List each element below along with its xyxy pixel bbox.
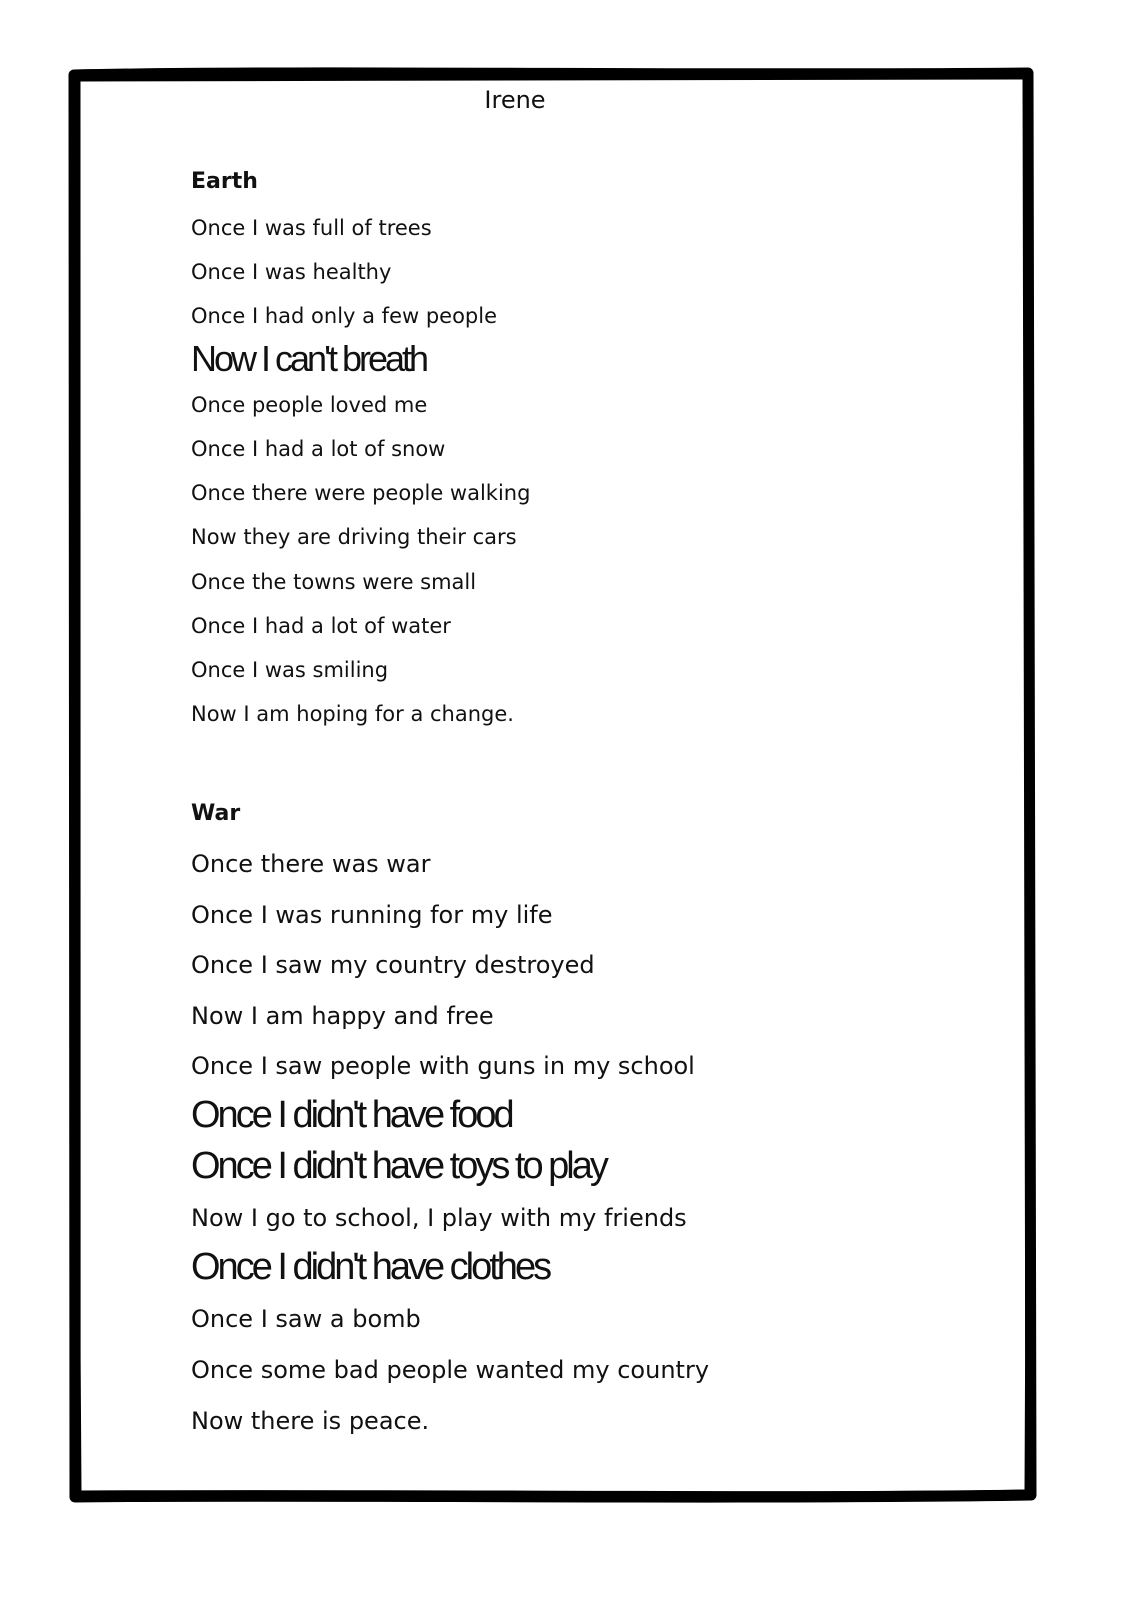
poem-war xyxy=(191,800,709,1455)
poem-line: Once I saw my country destroyed xyxy=(191,951,595,980)
poem-line: Now I am happy and free xyxy=(191,1001,494,1030)
poem-earth xyxy=(191,168,530,744)
poem-line-emphasized: Once I didn't have toys to play xyxy=(191,1144,606,1187)
poem-line-emphasized: Once I didn't have clothes xyxy=(191,1245,550,1288)
poem-line: Once I had only a few people xyxy=(191,304,498,329)
poem-line: Once I was smiling xyxy=(191,657,389,682)
poem-line: Once I saw a bomb xyxy=(191,1305,421,1334)
poem-line: Now there is peace. xyxy=(191,1406,430,1435)
poem-line: Once I had a lot of water xyxy=(191,613,451,638)
poem-line: Once I was healthy xyxy=(191,260,392,285)
poem-line: Once I was running for my life xyxy=(191,900,553,929)
poem-title: War xyxy=(191,801,241,826)
poem-line: Once there was war xyxy=(191,850,431,878)
poem-line: Now I go to school, I play with my friends xyxy=(191,1204,687,1233)
poem-line: Once some bad people wanted my country xyxy=(191,1355,710,1384)
poem-line: Once there were people walking xyxy=(191,481,531,506)
poem-line: Now I am hoping for a change. xyxy=(191,702,514,727)
poem-title: Earth xyxy=(191,169,258,194)
poem-line-emphasized: Once I didn't have food xyxy=(191,1093,512,1136)
poem-line: Once I was full of trees xyxy=(191,216,432,240)
poem-line: Once people loved me xyxy=(191,392,428,417)
poem-line: Once the towns were small xyxy=(191,569,477,594)
poem-line: Now they are driving their cars xyxy=(191,525,517,550)
author-name: Irene xyxy=(484,86,546,114)
poem-line: Once I saw people with guns in my school xyxy=(191,1052,695,1081)
poem-line: Once I had a lot of snow xyxy=(191,436,446,461)
poem-line-emphasized: Now I can't breath xyxy=(191,337,427,379)
